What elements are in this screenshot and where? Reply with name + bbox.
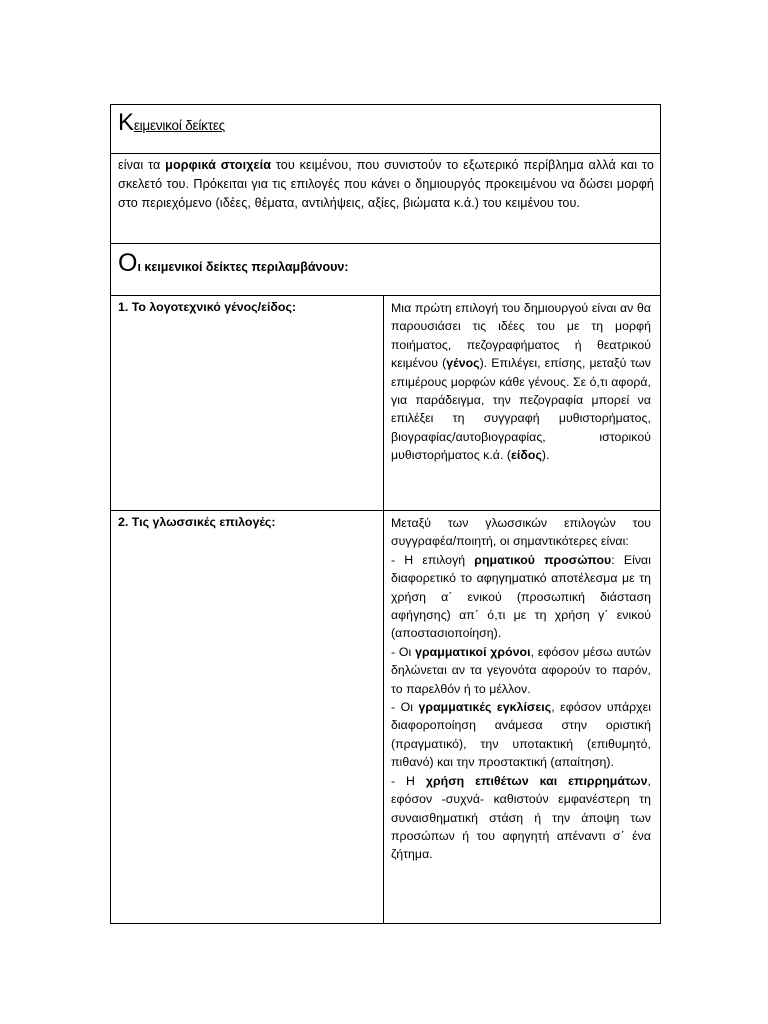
list-item (391, 772, 651, 864)
content-bold: χρήση επιθέτων και επιρρημάτων (425, 773, 648, 788)
content-bold: ρηματικού προσώπου (474, 552, 612, 567)
content-part: Μια πρώτη επιλογή του δημιουργού είναι αν θα παρουσιάσει τις ιδέες του με τη μορφή ποιήματος, πεζογραφήματος ή θεατρικού κειμένου ( (391, 301, 651, 371)
definition-bold: μορφικά στοιχεία (165, 158, 272, 172)
row-label-cell (111, 511, 384, 924)
table-row (111, 296, 661, 511)
row-content-cell (384, 511, 661, 924)
content-part: - Οι (391, 644, 416, 659)
content-bold: γραμματικές εγκλίσεις (418, 700, 552, 715)
title-initial: Κ (118, 109, 134, 136)
content-intro: Μεταξύ των γλωσσικών επιλογών του συγγραφέα/ποιητή, οι σημαντικότερες είναι: (391, 516, 651, 549)
definition-cell (111, 154, 661, 244)
content-part: - Η επιλογή (391, 552, 475, 567)
row-label-cell (111, 296, 384, 511)
table-row (111, 511, 661, 924)
content-part: , εφόσον μέσω αυτών δηλώνεται αν τα γεγονότα αφορούν το παρόν, το παρελθόν ή το μέλλον. (391, 644, 651, 696)
page-title (111, 105, 660, 135)
subtitle-initial: Ο (118, 249, 138, 277)
list-item (391, 551, 651, 643)
subtitle-cell (111, 244, 661, 296)
title-rest: ειμενικοί δείκτες (133, 118, 225, 133)
content-bold: είδος (511, 448, 542, 463)
definition-part: είναι τα (118, 158, 166, 172)
content-bold: γένος (446, 356, 480, 371)
row-label: 1. Το λογοτεχνικό γένος/είδος: (118, 300, 297, 314)
title-cell (111, 105, 661, 154)
content-part: ). Επιλέγει, επίσης, μεταξύ των επιμέρους μορφών κάθε γένους. Σε ό,τι αφορά, για παράδειγμα, την πεζογραφία μπορεί να επιλέξει τη συγγραφή μυθιστορήματος, βιογραφίας/αυτοβιογραφίας, ιστορικού μυθιστορήματος κ.ά. ( (391, 356, 651, 463)
definition-text (111, 154, 660, 214)
content-table (110, 104, 661, 924)
content-part: - Οι (391, 700, 419, 715)
content-part: ). (541, 448, 550, 463)
list-item (391, 698, 651, 772)
content-part: : Είναι διαφορετικό το αφηγηματικό αποτέλεσμα με τη χρήση α΄ ενικού (προσωπική διάσταση αφήγησης) απ΄ ό,τι με τη χρήση γ΄ ενικού (αποστασιοποίηση). (391, 552, 652, 641)
row-label: 2. Τις γλωσσικές επιλογές: (118, 515, 276, 529)
content-part: , εφόσον υπάρχει διαφοροποίηση ανάμεσα στην οριστική (πραγματικό), την υποτακτική (επιθυμητό, πιθανό) και την προστακτική (απαίτηση). (391, 700, 651, 770)
row-content (384, 511, 660, 864)
definition-part: του κειμένου, που συνιστούν το εξωτερικό περίβλημα αλλά και το σκελετό του. Πρόκειται για τις επιλογές που κάνει ο δημιουργός προκειμένου να δώσει μορφή στο περιεχόμενο (ιδέες, θέματα, αντιλήψεις, αξίες, βιώματα κ.ά.) του κειμένου του. (118, 158, 654, 211)
row-content (384, 296, 660, 465)
subtitle-rest: ι κειμενικοί δείκτες περιλαμβάνουν: (137, 260, 349, 274)
row-content-cell (384, 296, 661, 511)
content-bold: γραμματικοί χρόνοι (415, 644, 531, 659)
list-item (391, 643, 651, 698)
content-part: - Η (391, 773, 426, 788)
content-part: , εφόσον -συχνά- καθιστούν εμφανέστερη τη συναισθηματική στάση ή την άποψη των προσώπων ή του αφηγητή απέναντι σ΄ ένα ζήτημα. (391, 773, 651, 862)
section-subtitle (111, 244, 660, 276)
